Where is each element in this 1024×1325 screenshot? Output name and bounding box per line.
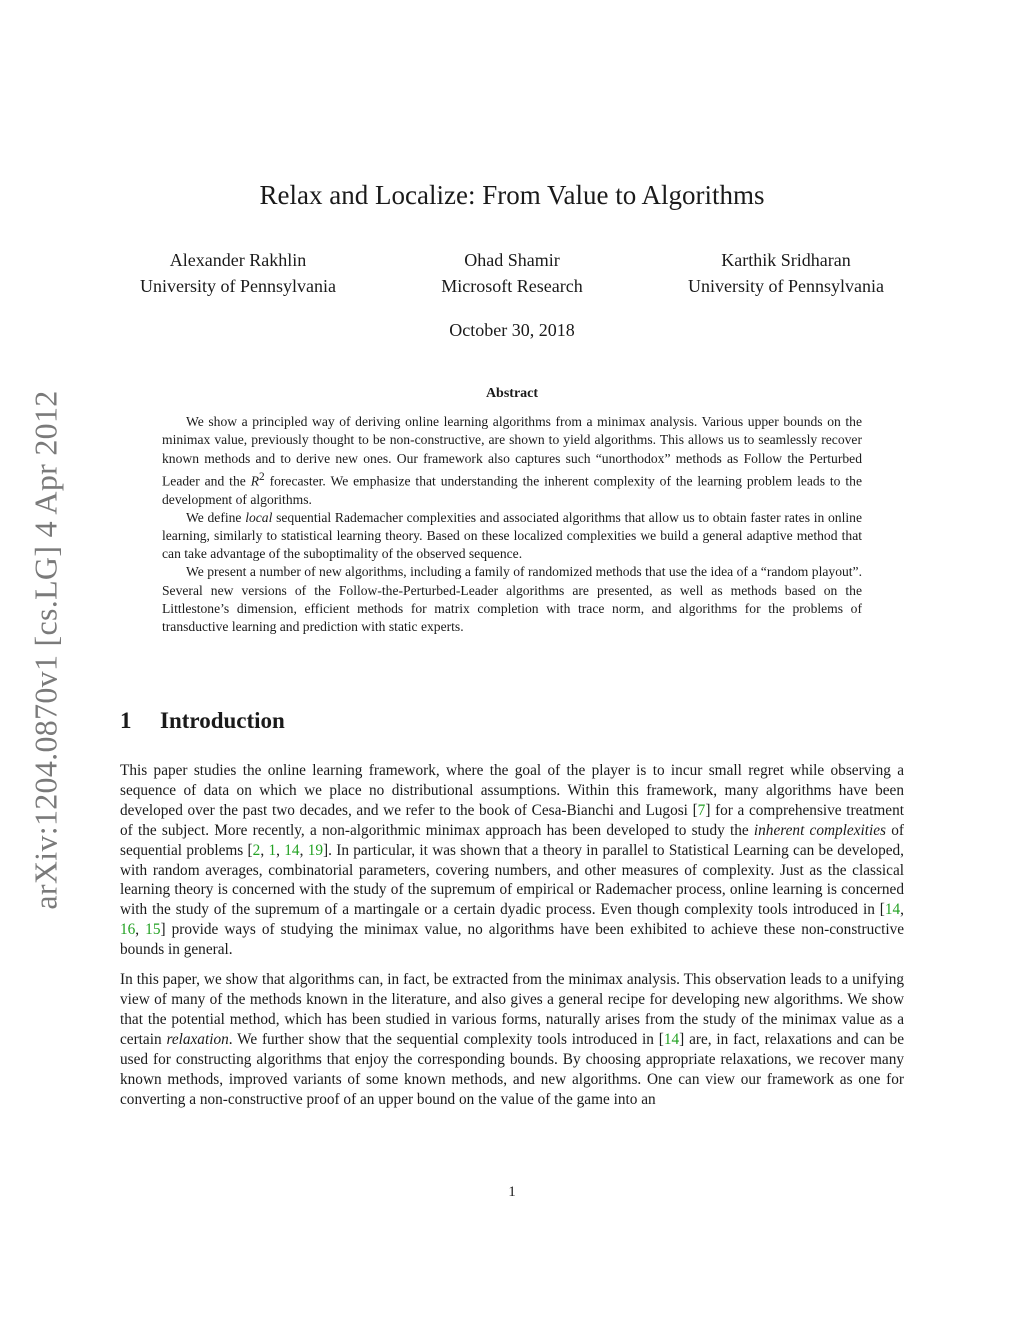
citation-link[interactable]: 19 — [307, 841, 323, 859]
author-block — [441, 247, 582, 299]
citation-link[interactable]: 7 — [697, 801, 706, 819]
body-text: . We further show that the sequential complexity tools introduced in [ — [228, 1030, 664, 1048]
citation-link[interactable]: 14 — [284, 841, 300, 859]
body-text: ]. In particular, it was shown that a theory in parallel to Statistical Learning can be developed, with random averages, combinatorial parameters, covering numbers, and other measures of complexity. Just as the classical learning theory is concerned with the study of the supremum of empirical or Rademacher process, online learning is concerned with the study of the supremum of a martingale or a certain dyadic process. Even though complexity tools introduced in [ — [120, 841, 904, 919]
page-number: 1 — [508, 1184, 516, 1200]
abstract-paragraph — [162, 413, 862, 509]
paper-title: Relax and Localize: From Value to Algorithms — [259, 180, 765, 210]
body-text: of sequential problems [ — [120, 821, 904, 859]
body-text: ] provide ways of studying the minimax value, no algorithms have been exhibited to achieve these non-constructive bounds in general. — [120, 921, 905, 959]
author-name: Karthik Sridharan — [721, 250, 851, 270]
abstract-heading: Abstract — [485, 386, 539, 401]
body-paragraph — [120, 970, 904, 1109]
body-text: In this paper, we show that algorithms can, in fact, be extracted from the minimax analysis. This observation leads to a unifying view of many of the methods known in the literature, and also gives a general recipe for developing new algorithms. We show that the potential method, which has been studied in various forms, naturally arises from the study of the minimax value as a certain — [120, 971, 904, 1048]
math-symbol: R — [250, 473, 259, 489]
body-text: This paper studies the online learning framework, where the goal of the player is to incur small regret while observing a sequence of data on which we place no distributional assumptions. Within this framework, many algorithms have been developed over the past two decades, and we refer to the book of Cesa-Bianchi and Lugosi [ — [120, 762, 904, 819]
emphasis: local — [245, 509, 273, 525]
section-title: Introduction — [160, 708, 285, 733]
body-text: ] are, in fact, relaxations and can be used for constructing algorithms that enjoy the corresponding bounds. By choosing appropriate relaxations, we recover many known methods, improved variants of some known methods, and new algorithms. One can view our framework as one for converting a non-constructive proof of an upper bound on the value of the game into an — [120, 1030, 904, 1108]
author-name: Ohad Shamir — [464, 250, 560, 270]
author-affiliation: University of Pennsylvania — [140, 276, 336, 296]
author-block — [688, 247, 884, 299]
abstract-text: sequential Rademacher complexities and associated algorithms that allow us to obtain faster rates in online learning, similarly to statistical learning theory. Based on these localized complexities we build a general adaptive method that can take advantage of the suboptimality of the observed sequence. — [162, 509, 862, 562]
citation-link[interactable]: 16 — [120, 921, 136, 939]
author-block — [140, 247, 336, 299]
abstract-text: We show a principled way of deriving online learning algorithms from a minimax analysis. Various upper bounds on the minimax value, previously thought to be non-constructive, are shown to yield algorithms. This allows us to seamlessly recover known methods and to derive new ones. Our framework also captures such “unorthodox” methods as Follow the Perturbed Leader and the — [162, 414, 862, 489]
author-name: Alexander Rakhlin — [169, 250, 307, 270]
body-text: ] for a comprehensive treatment of the subject. More recently, a non-algorithmic minimax approach has been developed to study the — [120, 801, 904, 839]
section-number: 1 — [120, 708, 132, 733]
abstract-paragraph — [162, 509, 862, 564]
abstract-paragraph: We present a number of new algorithms, including a family of randomized methods that use the idea of a “random playout”. Several new versions of the Follow-the-Perturbed-Leader algorithms are presented, as well as methods based on the Littlestone’s dimension, efficient methods for matrix completion with trace norm, and algorithms for the problems of transductive learning and prediction with static experts. — [162, 564, 862, 634]
emphasis: relaxation — [166, 1030, 229, 1048]
author-list — [140, 247, 884, 299]
abstract — [162, 385, 862, 636]
author-affiliation: Microsoft Research — [441, 276, 583, 296]
abstract-text: We define — [186, 509, 246, 525]
emphasis: inherent complexities — [753, 821, 886, 839]
section-heading — [120, 708, 285, 734]
math-superscript: 2 — [259, 470, 265, 483]
citation-link[interactable]: 15 — [145, 921, 161, 939]
citation-link[interactable]: 1 — [268, 841, 277, 859]
arxiv-identifier: arXiv:1204.0870v1 [cs.LG] 4 Apr 2012 — [27, 390, 64, 910]
abstract-text: forecaster. We emphasize that understanding the inherent complexity of the learning problem leads to the development of algorithms. — [162, 473, 862, 507]
citation-link[interactable]: 14 — [884, 901, 901, 919]
section-body — [120, 761, 904, 1119]
paper-date: October 30, 2018 — [449, 320, 575, 340]
citation-link[interactable]: 2 — [252, 841, 261, 859]
author-affiliation: University of Pennsylvania — [688, 276, 884, 296]
citation-link[interactable]: 14 — [663, 1030, 680, 1048]
body-paragraph: This paper studies the online learning framework, where the goal of the player is to incur small regret while observing a sequence of data on which we place no distributional assumptions. Within this framework, many algorithms have been developed over the past two decades, and we refer to the book of Cesa-Bianchi and Lugosi [7] for a comprehensive treatment of the subject. More recently, a non-algorithmic minimax approach has been developed to study the inherent complexities of sequential problems [2, 1, 14, 19]. In particular, it was shown that a theory in parallel to Statistical Learning can be developed, with random averages, combinatorial parameters, covering numbers, and other measures of complexity. Just as the classical learning theory is concerned with the study of the supremum of empirical or Rademacher process, online learning is concerned with the study of the supremum of a martingale or a certain dyadic process. Even though complexity tools introduced in [14, 16, 15] provide ways of studying the minimax value, no algorithms have been exhibited to achieve these non-constructive bounds in general. — [120, 762, 905, 959]
